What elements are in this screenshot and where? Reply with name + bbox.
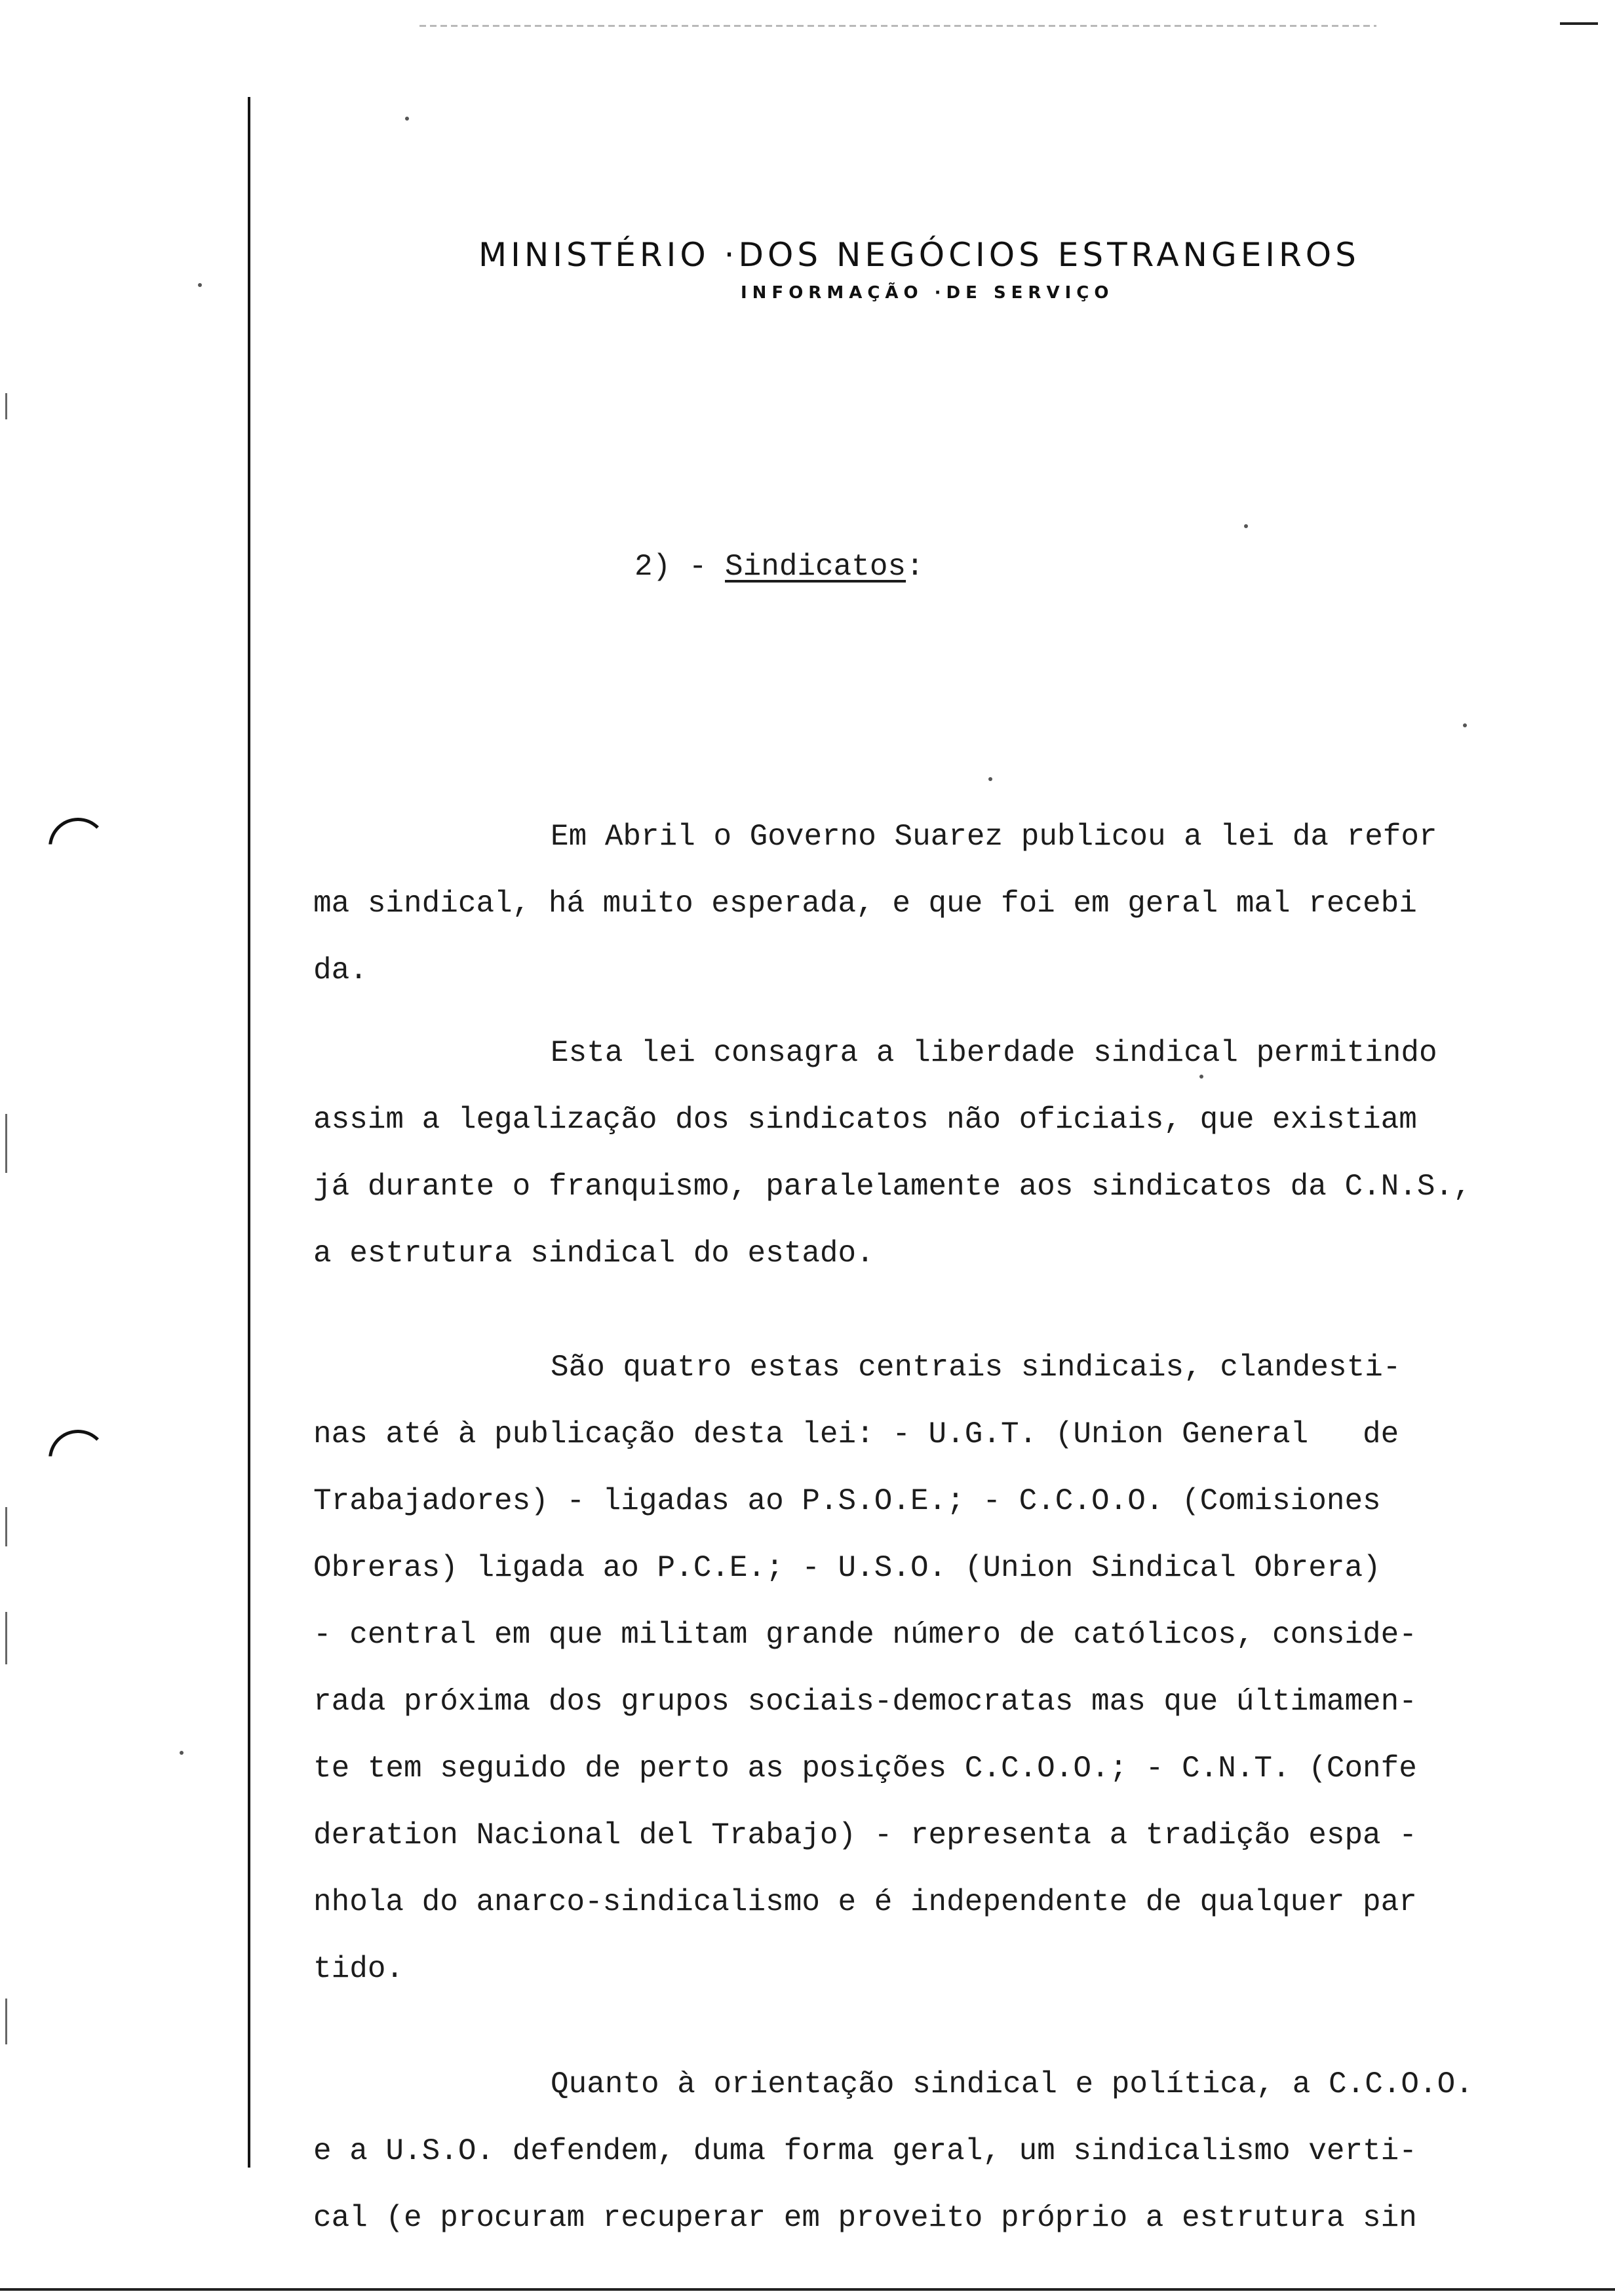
scan-speck (1244, 524, 1248, 528)
scan-speck (198, 283, 202, 287)
text-line: rada próxima dos grupos sociais-democratas mas que últimamen- (313, 1685, 1417, 1719)
text-line: Obreras) ligada ao P.C.E.; - U.S.O. (Union Sindical Obrera) (313, 1551, 1381, 1585)
text-line: nhola do anarco-sindicalismo e é independente de qualquer par (313, 1885, 1417, 1919)
text-line: São quatro estas centrais sindicais, clandesti- (551, 1350, 1401, 1385)
scan-edge-mark (5, 1999, 7, 2044)
text-line: deration Nacional del Trabajo) - representa a tradição espa - (313, 1818, 1417, 1852)
text-line: nas até à publicação desta lei: - U.G.T. (Union General de (313, 1417, 1399, 1451)
text-line: ma sindical, há muito esperada, e que foi em geral mal recebi (313, 887, 1417, 921)
scan-speck (988, 777, 992, 781)
scan-speck (405, 117, 409, 121)
text-line: Quanto à orientação sindical e política, a C.C.O.O. (551, 2067, 1473, 2101)
scan-edge-mark (5, 1114, 7, 1173)
scan-speck (1199, 1075, 1203, 1079)
text-line: cal (e procuram recuperar em proveito próprio a estrutura sin (313, 2201, 1417, 2235)
scan-edge-mark (5, 1507, 7, 1546)
text-line: e a U.S.O. defendem, duma forma geral, um sindicalismo verti- (313, 2134, 1417, 2168)
scan-edge-mark (5, 393, 7, 419)
text-line: já durante o franquismo, paralelamente aos sindicatos da C.N.S., (313, 1170, 1471, 1204)
scan-speck (1463, 723, 1467, 727)
text-line: Trabajadores) - ligadas ao P.S.O.E.; - C.C.O.O. (Comisiones (313, 1484, 1381, 1518)
punch-hole-icon (49, 1430, 107, 1489)
scan-edge-mark (5, 1612, 7, 1664)
text-line: assim a legalização dos sindicatos não oficiais, que existiam (313, 1103, 1417, 1137)
section-heading (634, 552, 924, 582)
document-type-subtitle: INFORMAÇÃO ·DE SERVIÇO (741, 283, 1114, 303)
ministry-heading: MINISTÉRIO ·DOS NEGÓCIOS ESTRANGEIROS (478, 236, 1360, 274)
text-line: tido. (313, 1952, 404, 1986)
scan-corner-mark (1560, 22, 1598, 25)
punch-hole-icon (49, 818, 107, 877)
text-line: Esta lei consagra a liberdade sindical permitindo (551, 1036, 1437, 1070)
scan-speck (180, 1751, 184, 1755)
scan-bottom-rule (0, 2288, 1615, 2291)
section-title: Sindicatos (725, 550, 906, 584)
margin-rule (248, 97, 250, 2168)
text-line: a estrutura sindical do estado. (313, 1236, 874, 1271)
text-line: te tem seguido de perto as posições C.C.O.O.; - C.N.T. (Confe (313, 1751, 1417, 1786)
text-line: Em Abril o Governo Suarez publicou a lei da refor (551, 820, 1437, 854)
text-line: - central em que militam grande número de católicos, conside- (313, 1618, 1417, 1652)
text-line: da. (313, 953, 368, 987)
section-colon: : (906, 550, 924, 584)
scan-top-rule (419, 25, 1376, 27)
section-number: 2) - (634, 550, 726, 584)
